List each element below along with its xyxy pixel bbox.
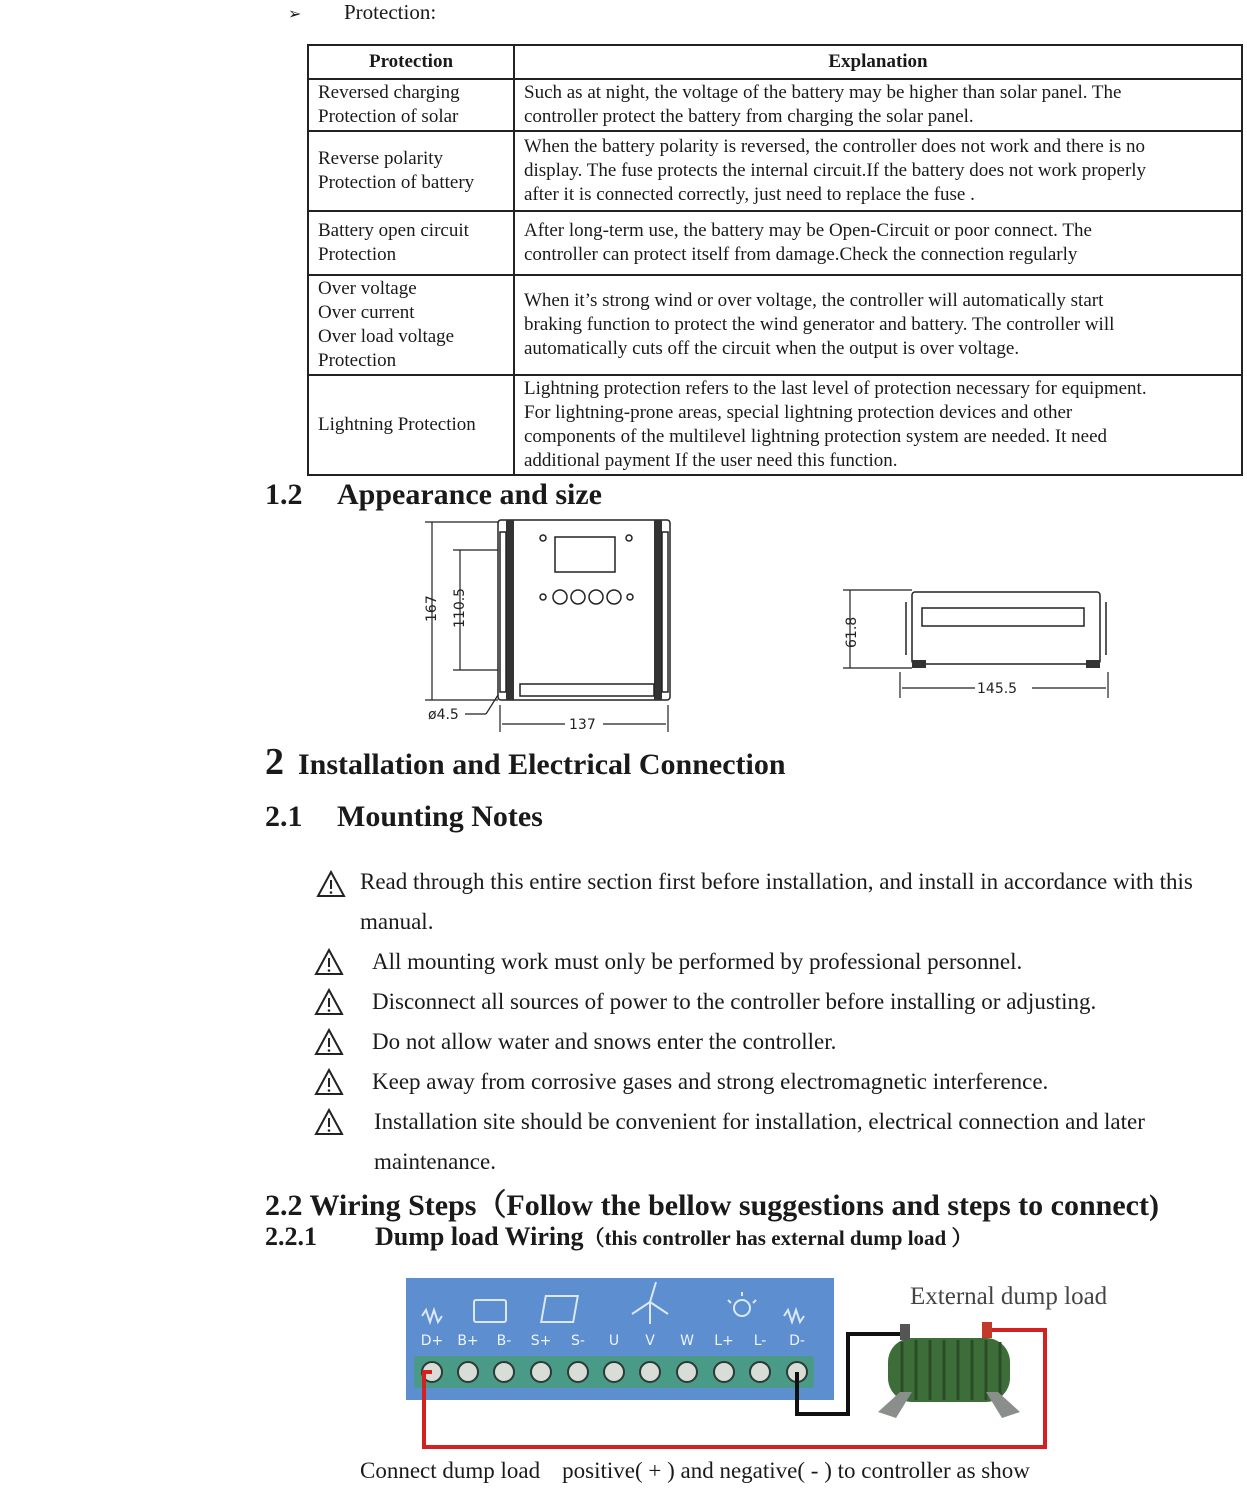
table-row: Reverse polarity Protection of battery When the battery polarity is reversed, the controller does not work and there is no display. The fuse protects the internal circuit.If the battery does not work properly after it is connected correctly, just need to replace the fuse .: [308, 131, 1242, 211]
table-row: Over voltage Over current Over load voltage Protection When it’s strong wind or over voltage, the controller will automatically start braking function to protect the wind generator and battery. The controller will automatically cuts off the circuit when the output is over voltage.: [308, 275, 1242, 375]
controller-front-view: [498, 520, 670, 700]
wiring-caption: Connect dump load positive( + ) and negative( - ) to controller as show: [360, 1458, 1030, 1483]
header-protection: Protection: [308, 45, 514, 79]
external-dump-load-label: External dump load: [910, 1283, 1108, 1310]
header-explanation: Explanation: [514, 45, 1242, 79]
dimension-drawing: [400, 510, 1130, 740]
dimension-depth: 145.5: [977, 681, 1018, 697]
terminal-label: B+: [457, 1333, 479, 1349]
list-item: Installation site should be convenient for installation, electrical connection and later maintenance.: [312, 1102, 1242, 1182]
wiring-diagram: [400, 1272, 1150, 1452]
terminal-label: W: [680, 1333, 694, 1349]
protection-table: [307, 44, 1243, 476]
terminal-label: V: [645, 1333, 655, 1349]
warning-icon: [314, 948, 344, 976]
terminal-label: S+: [530, 1333, 552, 1349]
arrow-bullet-icon: ➢: [288, 4, 302, 23]
dimension-inner-height: 110.5: [452, 587, 468, 628]
terminal-label: L+: [714, 1333, 734, 1349]
list-item: Do not allow water and snows enter the controller.: [312, 1022, 1242, 1062]
dimension-height: 167: [424, 595, 440, 622]
warning-icon: [314, 988, 344, 1016]
table-row: Lightning Protection Lightning protection refers to the last level of protection necessary for equipment. For lightning-prone areas, special lightning protection devices and other components of the multilevel lightning protection system are needed. It need additional payment If the user need this function.: [308, 375, 1242, 475]
terminal-label: U: [608, 1333, 620, 1349]
dump-load-resistor: [878, 1322, 1020, 1418]
terminal-label: D+: [420, 1333, 444, 1349]
list-item: Disconnect all sources of power to the controller before installing or adjusting.: [312, 982, 1242, 1022]
section-2-1-heading: 2.1 Mounting Notes: [265, 800, 543, 833]
warning-icon: [314, 1068, 344, 1096]
dimension-width: 137: [569, 717, 596, 733]
terminal-label: S-: [571, 1333, 585, 1349]
section-1-2-heading: 1.2 Appearance and size: [265, 478, 602, 511]
list-item: All mounting work must only be performed by professional personnel.: [312, 942, 1242, 982]
mounting-notes-list: [312, 862, 1242, 1182]
dimension-side-height: 61.8: [844, 616, 860, 648]
dimension-hole: ø4.5: [428, 707, 459, 723]
section-2-2-1-heading: 2.2.1 Dump load Wiring（this controller has external dump load ）: [265, 1222, 973, 1251]
section-2-2-heading: 2.2 Wiring Steps（Follow the bellow suggestions and steps to connect): [265, 1189, 1159, 1222]
warning-icon: [314, 1108, 344, 1136]
list-item: Read through this entire section first before installation, and install in accordance with this manual.: [312, 862, 1242, 942]
table-row: Reversed charging Protection of solar Such as at night, the voltage of the battery may be higher than solar panel. The controller protect the battery from charging the solar panel.: [308, 79, 1242, 131]
table-header-row: [308, 45, 1242, 79]
section-2-heading: 2 Installation and Electrical Connection: [265, 741, 786, 783]
warning-icon: [314, 1028, 344, 1056]
warning-icon: [316, 870, 346, 898]
terminal-label: L-: [753, 1333, 767, 1349]
protection-heading: ➢ Protection:: [288, 0, 437, 24]
terminal-label: D-: [789, 1333, 805, 1349]
table-row: Battery open circuit Protection After long-term use, the battery may be Open-Circuit or poor connect. The controller can protect itself from damage.Check the connection regularly: [308, 211, 1242, 275]
controller-side-view: [906, 592, 1106, 668]
terminal-label: B-: [496, 1333, 512, 1349]
list-item: Keep away from corrosive gases and strong electromagnetic interference.: [312, 1062, 1242, 1102]
